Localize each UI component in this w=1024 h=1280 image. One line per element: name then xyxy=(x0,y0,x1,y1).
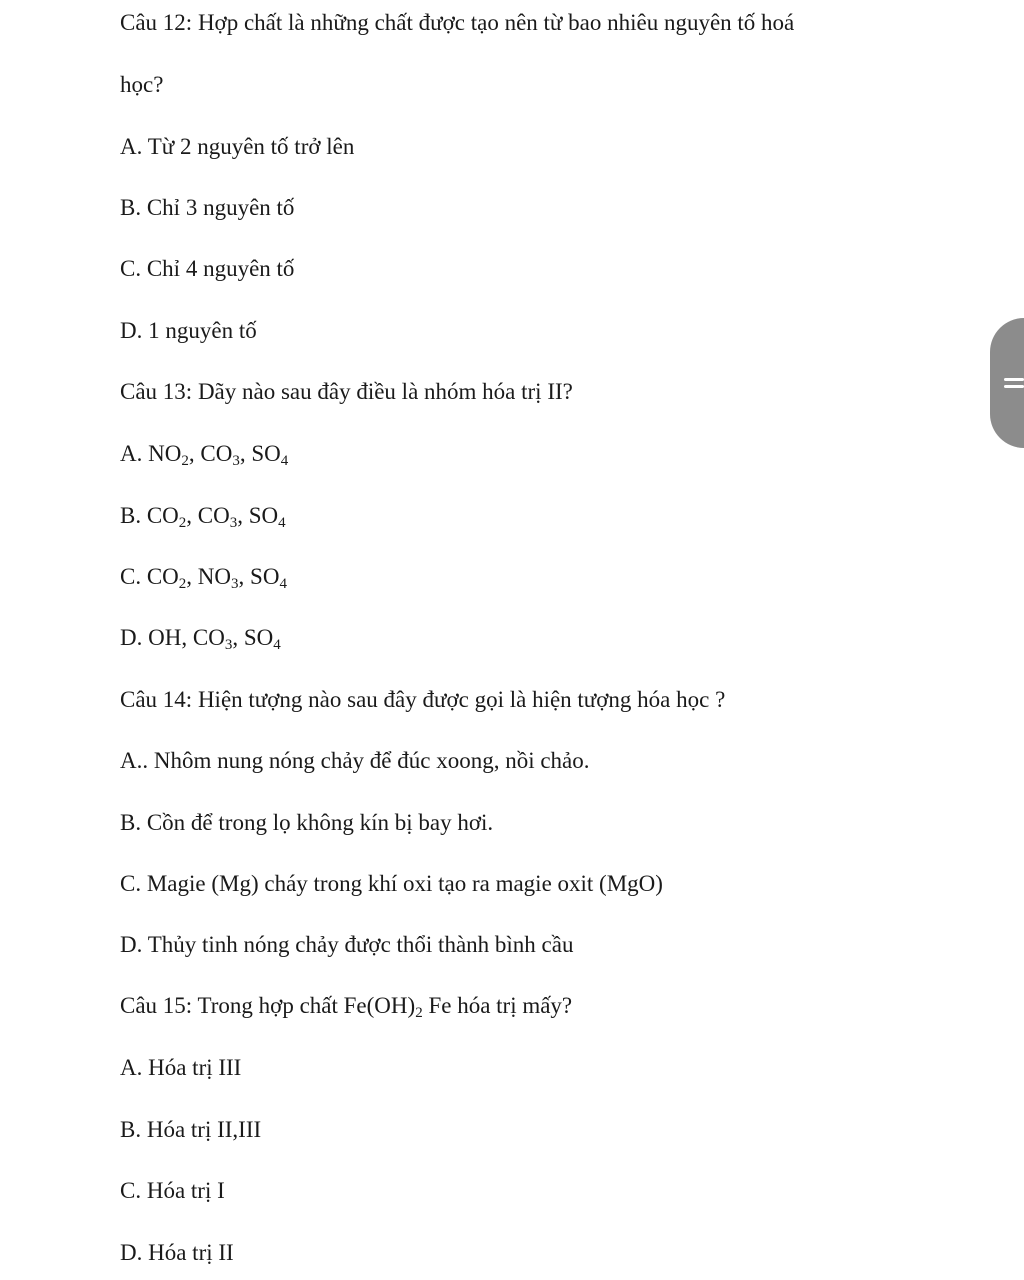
q14-option-c: C. Magie (Mg) cháy trong khí oxi tạo ra magie oxit (MgO) xyxy=(120,871,663,896)
q13-option-d: D. OH, $CO_3$, $SO_4$ xyxy=(120,625,281,653)
q15-option-c: C. Hóa trị I xyxy=(120,1178,225,1203)
q13-option-a: A. $NO_2$, $CO_3$, $SO_4$ xyxy=(120,441,289,469)
q15-option-a: A. Hóa trị III xyxy=(120,1055,242,1080)
q13-option-c: C. $CO_2$, $NO_3$, $SO_4$ xyxy=(120,564,287,592)
q15-question: Câu 15: Trong hợp chất $Fe(OH)_2$ Fe hóa trị mấy? xyxy=(120,993,573,1021)
q14-option-a: A.. Nhôm nung nóng chảy để đúc xoong, nồi chảo. xyxy=(120,748,590,773)
q14-option-b: B. Cồn để trong lọ không kín bị bay hơi. xyxy=(120,810,494,835)
q15-option-b: B. Hóa trị II,III xyxy=(120,1117,262,1142)
q12-question-line2: học? xyxy=(120,72,164,97)
q15-option-d: D. Hóa trị II xyxy=(120,1240,234,1265)
q14-question: Câu 14: Hiện tượng nào sau đây được gọi là hiện tượng hóa học ? xyxy=(120,687,726,712)
q13-question: Câu 13: Dãy nào sau đây điều là nhóm hóa trị II? xyxy=(120,379,573,404)
q12-option-a: A. Từ 2 nguyên tố trở lên xyxy=(120,134,355,159)
q12-option-b: B. Chỉ 3 nguyên tố xyxy=(120,195,295,220)
drag-handle-icon xyxy=(1004,373,1024,393)
q12-option-c: C. Chỉ 4 nguyên tố xyxy=(120,256,295,281)
q13-option-b: B. $CO_2$, $CO_3$, $SO_4$ xyxy=(120,503,286,531)
side-drawer-handle[interactable] xyxy=(990,318,1024,448)
q12-question-line1: Câu 12: Hợp chất là những chất được tạo nên từ bao nhiêu nguyên tố hoá xyxy=(120,10,795,35)
q12-option-d: D. 1 nguyên tố xyxy=(120,318,257,343)
q14-option-d: D. Thủy tinh nóng chảy được thổi thành bình cầu xyxy=(120,932,574,957)
